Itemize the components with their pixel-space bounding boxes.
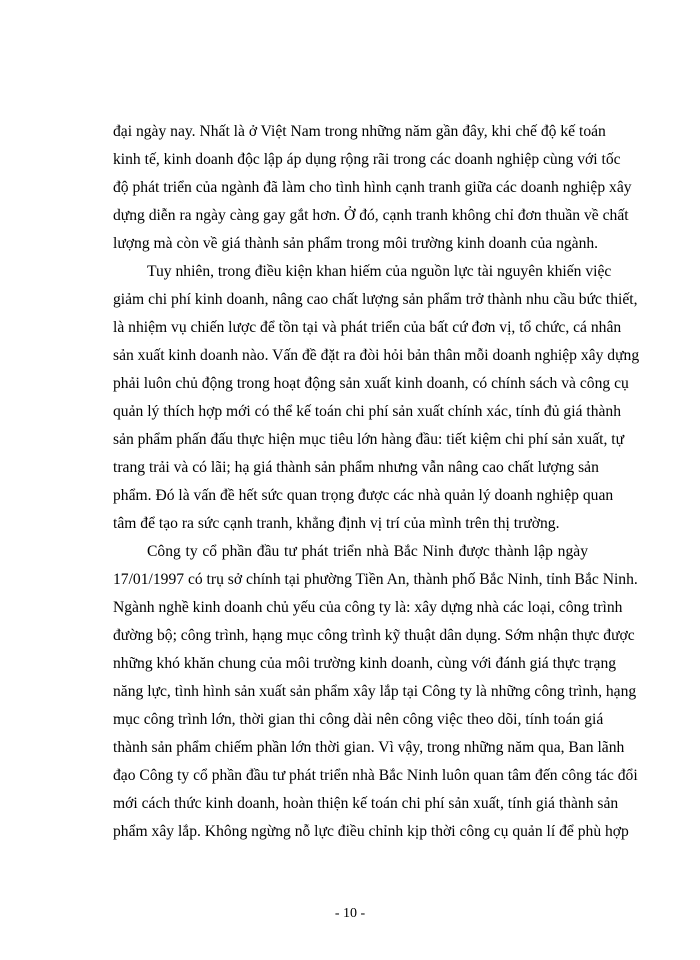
- text-line: 17/01/1997 có trụ sở chính tại phường Tiền An, thành phố Bắc Ninh, tỉnh Bắc Ninh.: [113, 571, 638, 588]
- text-line: kinh tế, kinh doanh độc lập áp dụng rộng rãi trong các doanh nghiệp cùng với tốc: [113, 151, 621, 168]
- text-line: lượng mà còn về giá thành sản phẩm trong môi trường kinh doanh của ngành.: [113, 235, 599, 252]
- text-line: Tuy nhiên, trong điều kiện khan hiếm của nguồn lực tài nguyên khiến việc: [147, 263, 612, 280]
- text-line: tâm để tạo ra sức cạnh tranh, khẳng định vị trí của mình trên thị trường.: [113, 515, 560, 532]
- text-line: đường bộ; công trình, hạng mục công trình kỹ thuật dân dụng. Sớm nhận thực được: [113, 627, 635, 644]
- text-line: phẩm xây lắp. Không ngừng nỗ lực điều chỉnh kịp thời công cụ quản lí để phù hợp: [113, 823, 629, 840]
- document-body: [113, 118, 640, 846]
- text-line: mới cách thức kinh doanh, hoàn thiện kế toán chi phí sản xuất, tính giá thành sản: [113, 795, 619, 812]
- text-line: những khó khăn chung của môi trường kinh doanh, cùng với đánh giá thực trạng: [113, 655, 617, 672]
- text-line: là nhiệm vụ chiến lược để tồn tại và phát triển của bất cứ đơn vị, tổ chức, cá nhân: [113, 319, 622, 336]
- text-line: đại ngày nay. Nhất là ở Việt Nam trong những năm gần đây, khi chế độ kế toán: [113, 123, 606, 140]
- text-line: mục công trình lớn, thời gian thi công dài nên công việc theo dõi, tính toán giá: [113, 711, 604, 728]
- text-line: năng lực, tình hình sản xuất sản phẩm xây lắp tại Công ty là những công trình, hạng: [113, 683, 637, 700]
- text-line: Ngành nghề kinh doanh chủ yếu của công ty là: xây dựng nhà các loại, công trình: [113, 599, 623, 616]
- text-line: độ phát triển của ngành đã làm cho tình hình cạnh tranh giữa các doanh nghiệp xây: [113, 179, 632, 196]
- text-line: sản xuất kinh doanh nào. Vấn đề đặt ra đòi hỏi bản thân mỗi doanh nghiệp xây dựng: [113, 347, 640, 364]
- text-line: trang trải và có lãi; hạ giá thành sản phẩm nhưng vẫn nâng cao chất lượng sản: [113, 459, 599, 476]
- text-line: sản phẩm phấn đấu thực hiện mục tiêu lớn hàng đầu: tiết kiệm chi phí sản xuất, tự: [113, 431, 625, 448]
- paragraph: [113, 258, 640, 538]
- page-number: - 10 -: [334, 906, 366, 921]
- text-line: giảm chi phí kinh doanh, nâng cao chất lượng sản phẩm trở thành nhu cầu bức thiết,: [113, 291, 638, 308]
- text-line: phải luôn chủ động trong hoạt động sản xuất kinh doanh, có chính sách và công cụ: [113, 375, 629, 392]
- text-line: quản lý thích hợp mới có thể kế toán chi phí sản xuất chính xác, tính đủ giá thành: [113, 403, 622, 420]
- paragraph: [113, 118, 632, 258]
- text-line: phẩm. Đó là vấn đề hết sức quan trọng được các nhà quản lý doanh nghiệp quan: [113, 487, 614, 504]
- text-line: đạo Công ty cổ phần đầu tư phát triển nhà Bắc Ninh luôn quan tâm đến công tác đổi: [113, 767, 638, 784]
- paragraph: [113, 538, 638, 846]
- text-line: thành sản phẩm chiếm phần lớn thời gian. Vì vậy, trong những năm qua, Ban lãnh: [113, 739, 625, 756]
- text-line: dựng diễn ra ngày càng gay gắt hơn. Ở đó, cạnh tranh không chỉ đơn thuần về chất: [113, 207, 629, 224]
- text-line: Công ty cổ phần đầu tư phát triển nhà Bắc Ninh được thành lập ngày: [147, 543, 588, 560]
